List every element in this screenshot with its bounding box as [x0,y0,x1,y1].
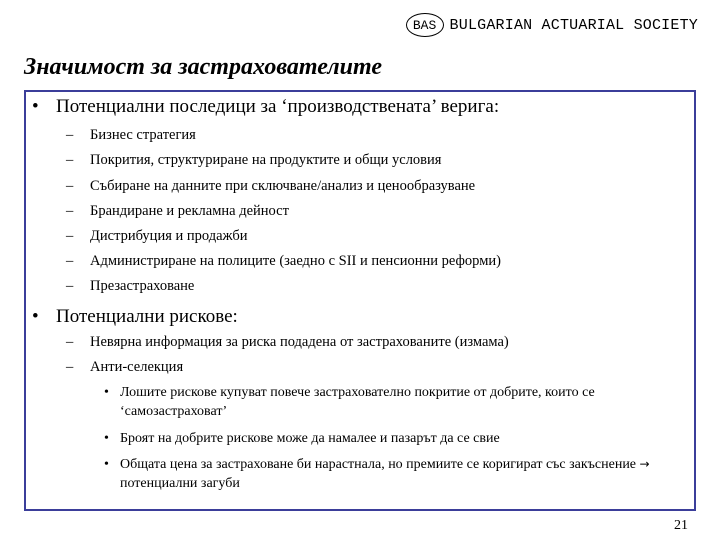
sub-item-text: Събиране на данните при сключване/анализ и ценообразуване [90,178,476,194]
arrow-right-icon: → [639,457,650,471]
sub-item [66,177,475,195]
dash-marker: – [66,334,74,350]
bullet-marker: • [104,457,109,472]
logo-text: BAS [412,17,437,33]
org-name: BULGARIAN ACTUARIAL SOCIETY [449,16,698,34]
bullet-marker: • [104,385,109,400]
sub-item-text: Анти-селекция [90,359,184,375]
sub-item-text: Презастраховане [90,278,195,294]
sub-item-text: Брандиране и рекламна дейност [90,203,289,219]
sub-item-text: Дистрибуция и продажби [90,228,248,244]
dash-marker: – [66,253,74,269]
page-number: 21 [674,518,688,533]
dash-marker: – [66,127,74,143]
sub-item [66,227,248,245]
sub-item-text: Бизнес стратегия [90,127,196,143]
sub-item-text: Администриране на полиците (заедно с SII и пенсионни реформи) [90,253,501,269]
dash-marker: – [66,178,74,194]
header [406,12,698,38]
bullet-marker: • [32,96,39,117]
dash-marker: – [66,203,74,219]
slide-title: Значимост за застрахователите [24,54,383,80]
sub-item-text: Покрития, структуриране на продуктите и общи условия [90,152,442,168]
dash-marker: – [66,152,74,168]
sub-item [66,252,501,270]
sub-sub-item [102,429,682,448]
sub-item [66,151,441,169]
sub-sub-item-text: Броят на добрите рискове може да намалее и пазарът да се свие [120,431,500,446]
bullet-marker: • [104,431,109,446]
sub-item-text: Невярна информация за риска подадена от застрахованите (измама) [90,334,509,350]
bullet-item [28,306,238,328]
sub-sub-item-text-part: Общата цена за застраховане би нарастнала, но премиите се коригират със закъснение [120,457,637,472]
bullet-text: Потенциални рискове: [56,306,238,327]
sub-sub-item-text: Лошите рискове купуват повече застрахователно покритие от добрите, които се ‘самозастраховат’ [120,385,595,419]
sub-item [66,126,196,144]
bullet-marker: • [32,306,39,327]
sub-sub-item [102,455,682,493]
sub-sub-item-text [120,455,682,493]
sub-sub-item-text-part: потенциални загуби [120,476,240,491]
sub-item [66,202,289,220]
dash-marker: – [66,278,74,294]
sub-item [66,277,194,295]
dash-marker: – [66,359,74,375]
bullet-text: Потенциални последици за ‘производствената’ верига: [56,96,500,117]
dash-marker: – [66,228,74,244]
sub-item [66,333,509,351]
sub-sub-item [102,383,682,421]
bullet-item [28,96,499,118]
sub-item [66,358,183,376]
bas-logo [406,13,444,37]
